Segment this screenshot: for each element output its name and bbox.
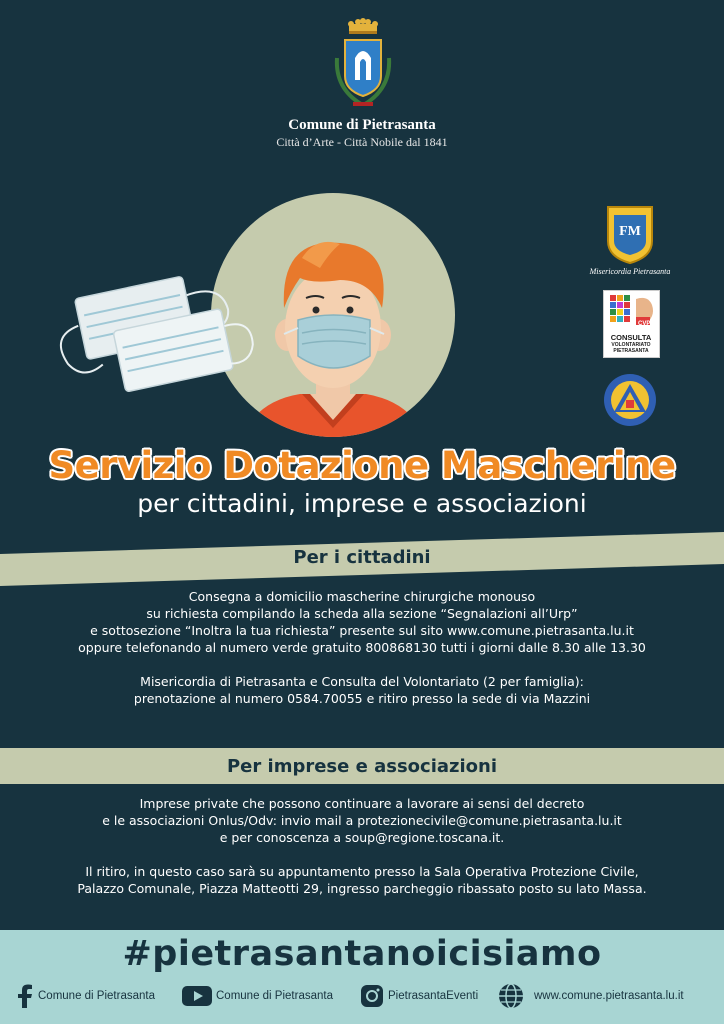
citizens-line: e sottosezione “Inoltra la tua richiesta” presente sul sito www.comune.pietrasanta.lu.it xyxy=(90,623,634,638)
instagram-link[interactable] xyxy=(360,984,478,1008)
business-line: Palazzo Comunale, Piazza Matteotti 29, ingresso parcheggio ribassato posto su lato Massa. xyxy=(77,881,647,896)
main-subtitle: per cittadini, imprese e associazioni xyxy=(137,489,587,518)
comune-title: Comune di Pietrasanta xyxy=(288,117,436,133)
misericordia-label: Misericordia Pietrasanta xyxy=(589,267,671,276)
instagram-label: PietrasantaEventi xyxy=(388,990,479,1002)
citizens-line: oppure telefonando al numero verde gratuito 800868130 tutti i giorni dalle 8.30 alle 13.30 xyxy=(78,640,646,655)
business-line: e le associazioni Onlus/Odv: invio mail a protezionecivile@comune.pietrasanta.lu.it xyxy=(102,813,622,828)
citizens-line: su richiesta compilando la scheda alla sezione “Segnalazioni all’Urp” xyxy=(146,606,578,621)
business-body xyxy=(0,795,724,897)
main-title: Servizio Dotazione Mascherine xyxy=(48,444,676,487)
facebook-icon xyxy=(16,984,34,1008)
consulta-line2: VOLONTARIATO xyxy=(611,342,651,348)
consulta-badge: CVP xyxy=(638,321,651,327)
business-line xyxy=(0,846,724,863)
business-line: e per conoscenza a soup@regione.toscana.it. xyxy=(219,830,505,845)
citizens-line xyxy=(0,656,724,673)
hashtag: #pietrasantanoicisiamo xyxy=(122,934,602,974)
pietrasanta-crest-logo xyxy=(331,18,395,114)
citizens-line: prenotazione al numero 0584.70055 e ritiro presso la sede di via Mazzini xyxy=(133,691,591,706)
business-line: Imprese private che possono continuare a lavorare ai sensi del decreto xyxy=(139,796,585,811)
business-line: Il ritiro, in questo caso sarà su appuntamento presso la Sala Operativa Protezione Civile, xyxy=(85,864,639,879)
youtube-link[interactable] xyxy=(182,984,333,1008)
citizens-body xyxy=(0,588,724,707)
consulta-line3: PIETRASANTA xyxy=(613,348,649,354)
child-with-mask-illustration xyxy=(40,188,470,468)
facebook-link[interactable] xyxy=(16,984,155,1008)
youtube-label: Comune di Pietrasanta xyxy=(216,990,333,1002)
consulta-mosaic-icon xyxy=(604,291,659,333)
svg-text:FM: FM xyxy=(619,224,641,239)
misericordia-logo xyxy=(604,203,656,265)
comune-subtitle: Città d’Arte - Città Nobile dal 1841 xyxy=(276,135,448,149)
globe-icon xyxy=(498,983,524,1009)
protezione-civile-logo xyxy=(602,372,658,428)
website-label: www.comune.pietrasanta.lu.it xyxy=(534,990,684,1002)
consulta-text xyxy=(604,321,658,354)
citizens-line: Consegna a domicilio mascherine chirurgiche monouso xyxy=(188,589,536,604)
citizens-heading: Per i cittadini xyxy=(293,547,431,568)
instagram-icon xyxy=(360,984,384,1008)
business-heading: Per imprese e associazioni xyxy=(226,756,498,777)
youtube-icon xyxy=(182,986,212,1006)
citizens-line: Misericordia di Pietrasanta e Consulta del Volontariato (2 per famiglia): xyxy=(140,674,584,689)
facebook-label: Comune di Pietrasanta xyxy=(38,990,155,1002)
website-link[interactable] xyxy=(498,984,684,1008)
consulta-line1: CONSULTA xyxy=(610,333,652,342)
